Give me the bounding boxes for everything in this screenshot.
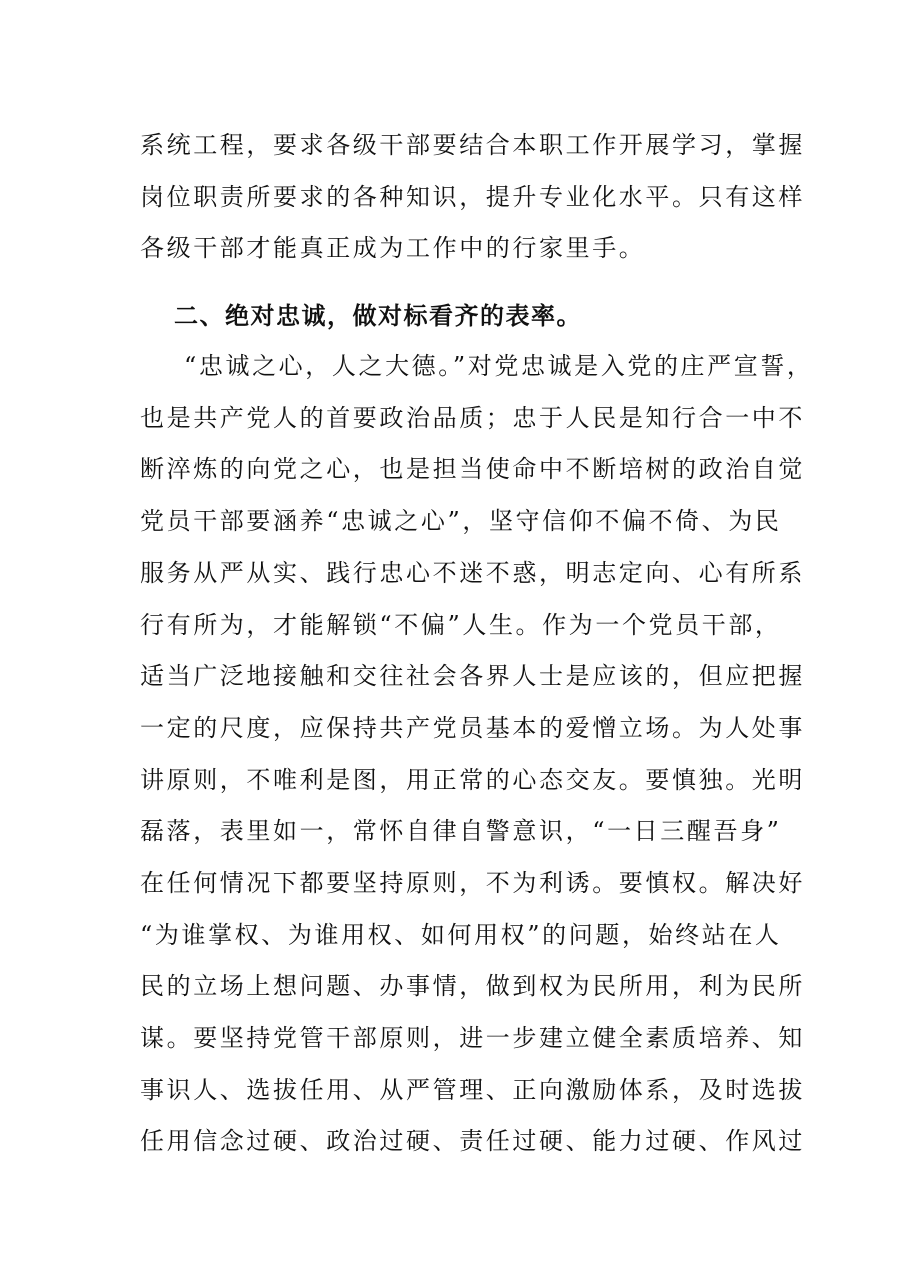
paragraph-line: 党员干部要涵养“忠诚之心”，坚守信仰不偏不倚、为民: [140, 507, 782, 536]
paragraph-line: 各级干部才能真正成为工作中的行家里手。: [140, 234, 646, 263]
paragraph-line: “忠诚之心，人之大德。”对党忠诚是入党的庄严宣誓，: [184, 352, 814, 381]
paragraph-line: 磊落，表里如一，常怀自律自警意识，“一日三醒吾身”: [140, 817, 782, 846]
paragraph-line: 适当广泛地接触和交往社会各界人士是应该的，但应把握: [140, 662, 805, 691]
paragraph-line: 在任何情况下都要坚持原则，不为利诱。要慎权。解决好: [140, 868, 805, 897]
paragraph-line: 岗位职责所要求的各种知识，提升专业化水平。只有这样: [140, 182, 805, 211]
paragraph-line: 讲原则，不唯利是图，用正常的心态交友。要慎独。光明: [140, 765, 805, 794]
section-heading: 二、绝对忠诚，做对标看齐的表率。: [174, 302, 582, 331]
paragraph-line: “为谁掌权、为谁用权、如何用权”的问题，始终站在人: [140, 920, 782, 949]
paragraph-spacer: [140, 275, 780, 285]
document-body: [140, 120, 814, 1168]
paragraph-line: 服务从严从实、践行忠心不迷不惑，明志定向、心有所系: [140, 558, 805, 587]
paragraph-line: 民的立场上想问题、办事情，做到权为民所用，利为民所: [140, 972, 805, 1001]
paragraph-line: 一定的尺度，应保持共产党员基本的爱憎立场。为人处事: [140, 713, 805, 742]
paragraph-line: 谋。要坚持党管干部原则，进一步建立健全素质培养、知: [140, 1024, 805, 1052]
paragraph-line: 行有所为，才能解锁“不偏”人生。作为一个党员干部，: [140, 610, 782, 639]
paragraph-line: 系统工程，要求各级干部要结合本职工作开展学习，掌握: [140, 131, 805, 159]
paragraph-2: [140, 341, 814, 1168]
paragraph-1: [140, 120, 805, 275]
paragraph-line: 也是共产党人的首要政治品质；忠于人民是知行合一中不: [140, 403, 805, 432]
paragraph-line: 事识人、选拔任用、从严管理、正向激励体系，及时选拔: [140, 1075, 805, 1104]
paragraph-line: 任用信念过硬、政治过硬、责任过硬、能力过硬、作风过: [140, 1127, 805, 1156]
paragraph-line: 断淬炼的向党之心，也是担当使命中不断培树的政治自觉: [140, 455, 805, 484]
